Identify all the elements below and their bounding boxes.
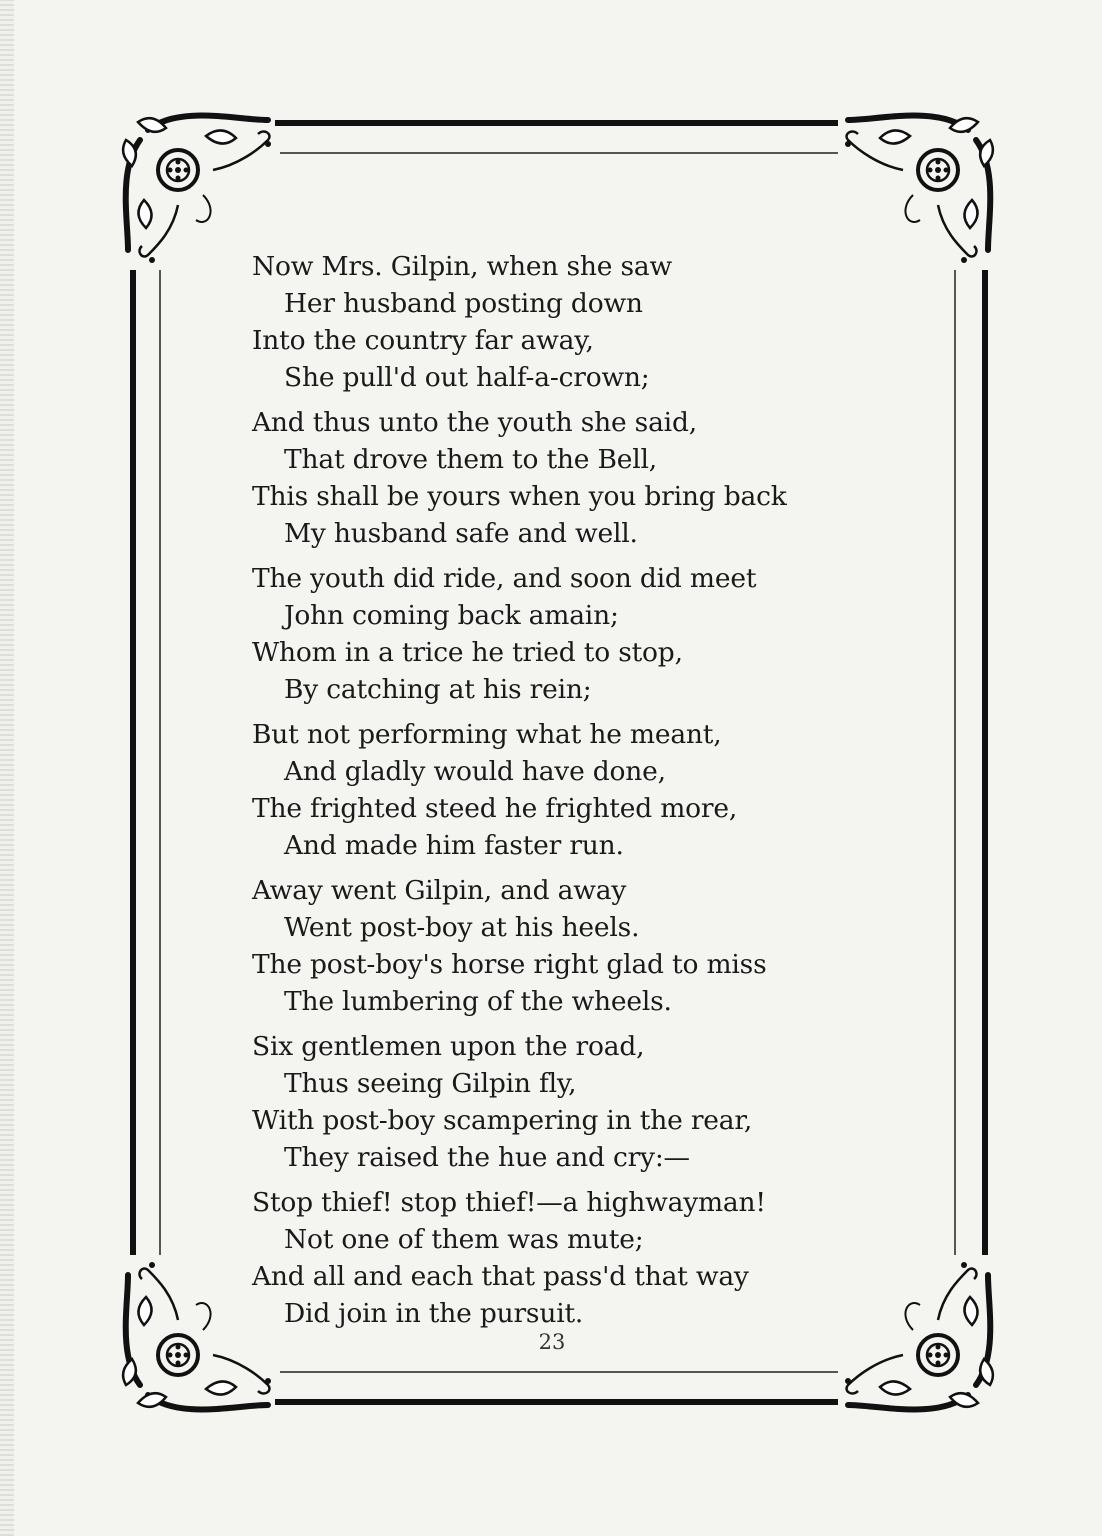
poem-line: She pull'd out half-a-crown; <box>284 362 650 393</box>
poem-line: The youth did ride, and soon did meet <box>252 563 757 594</box>
poem-line: With post-boy scampering in the rear, <box>252 1105 753 1136</box>
stanza-2 <box>252 404 852 552</box>
poem-line: Went post-boy at his heels. <box>284 912 640 943</box>
poem-text <box>252 248 852 1340</box>
poem-line: Thus seeing Gilpin fly, <box>284 1068 577 1099</box>
stanza-6 <box>252 1028 852 1176</box>
stanza-5 <box>252 872 852 1020</box>
poem-line: My husband safe and well. <box>284 518 638 549</box>
poem-line: The post-boy's horse right glad to miss <box>252 949 767 980</box>
poem-line: Whom in a trice he tried to stop, <box>252 637 683 668</box>
poem-line: Stop thief! stop thief!—a highwayman! <box>252 1187 766 1218</box>
poem-line: And thus unto the youth she said, <box>252 407 697 438</box>
poem-line: Not one of them was mute; <box>284 1224 644 1255</box>
poem-line: That drove them to the Bell, <box>284 444 658 475</box>
poem-line: They raised the hue and cry:— <box>284 1142 690 1173</box>
poem-line: And gladly would have done, <box>284 756 666 787</box>
poem-line: By catching at his rein; <box>284 674 592 705</box>
poem-line: John coming back amain; <box>284 600 619 631</box>
stanza-3 <box>252 560 852 708</box>
poem-line: Did join in the pursuit. <box>284 1298 584 1329</box>
poem-line: And made him faster run. <box>284 830 624 861</box>
poem-line: Her husband posting down <box>284 288 643 319</box>
stanza-1 <box>252 248 852 396</box>
poem-line: Six gentlemen upon the road, <box>252 1031 645 1062</box>
stanza-7 <box>252 1184 852 1332</box>
poem-line: The lumbering of the wheels. <box>284 986 672 1017</box>
poem-line: Away went Gilpin, and away <box>252 875 627 906</box>
stanza-4 <box>252 716 852 864</box>
poem-line: Into the country far away, <box>252 325 594 356</box>
poem-line: The frighted steed he frighted more, <box>252 793 738 824</box>
poem-line: And all and each that pass'd that way <box>252 1261 749 1292</box>
poem-line: This shall be yours when you bring back <box>252 481 787 512</box>
poem-line: But not performing what he meant, <box>252 719 722 750</box>
page-number: 23 <box>538 1330 566 1354</box>
poem-line: Now Mrs. Gilpin, when she saw <box>252 251 672 282</box>
